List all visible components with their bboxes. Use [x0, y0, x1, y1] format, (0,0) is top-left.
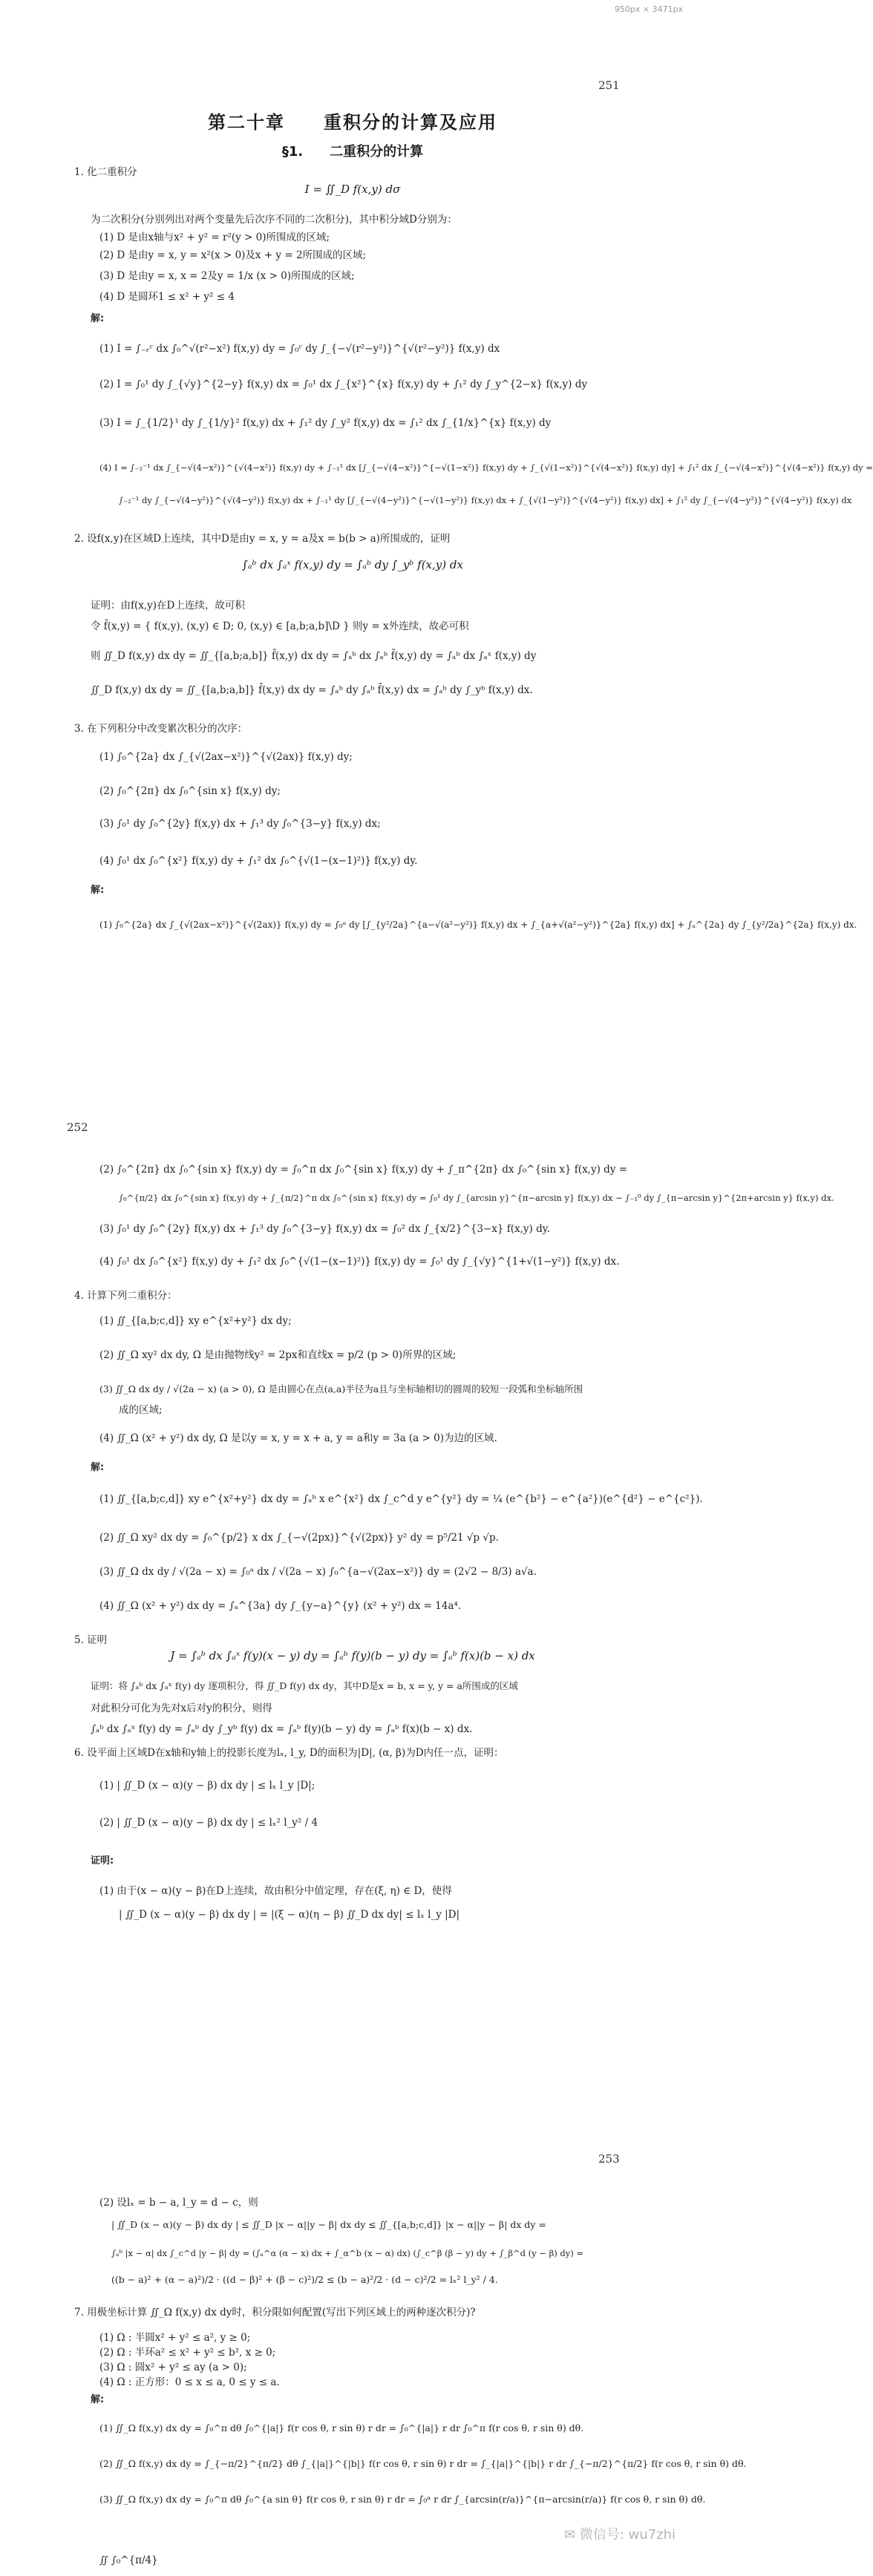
problem-3-item: (2) ∫₀^{2π} dx ∫₀^{sin x} f(x,y) dy; [99, 785, 281, 797]
problem-1-answer: (1) I = ∫₋ᵣʳ dx ∫₀^√(r²−x²) f(x,y) dy = ∫₀ʳ dy ∫_{−√(r²−y²)}^{√(r²−y²)} f(x,y) dx [99, 343, 500, 355]
problem-4-item: (4) ∬_Ω (x² + y²) dx dy, Ω 是以y = x, y = x + a, y = a和y = 3a (a > 0)为边的区域. [99, 1432, 497, 1444]
problem-3-item: (4) ∫₀¹ dx ∫₀^{x²} f(x,y) dy + ∫₁² dx ∫₀^{√(1−(x−1)²)} f(x,y) dy. [99, 855, 418, 867]
problem-5-proof: ∫ₐᵇ dx ∫ₐˣ f(y) dy = ∫ₐᵇ dy ∫_yᵇ f(y) dx = ∫ₐᵇ f(y)(b − y) dy = ∫ₐᵇ f(x)(b − x) dx. [91, 1723, 473, 1735]
problem-2-proof: 证明：由f(x,y)在D上连续，故可积 [91, 600, 245, 612]
problem-4-answer: (4) ∬_Ω (x² + y²) dx dy = ∫ₐ^{3a} dy ∫_{y−a}^{y} (x² + y²) dx = 14a⁴. [99, 1600, 462, 1612]
problem-6-proof: | ∬_D (x − α)(y − β) dx dy | = |(ξ − α)(η − β) ∬_D dx dy| ≤ lₓ l_y |D| [119, 1909, 460, 1921]
problem-1-equation: I = ∬_D f(x,y) dσ [304, 183, 401, 196]
problem-3-answer: (1) ∫₀^{2a} dx ∫_{√(2ax−x²)}^{√(2ax)} f(x,y) dy = ∫₀ᵃ dy [∫_{y²/2a}^{a−√(a²−y²)} f(x,y) dx + ∫_{a+√(a²−y²)}^{2a} f(x,y) dx] + ∫ₐ^{2a} dy ∫_{y²/2a}^{2a} f(x,y) dx. [99, 920, 857, 930]
problem-6-proof: ((b − a)² + (α − a)²)/2 · ((d − β)² + (β − c)²)/2 ≤ (b − a)²/2 · (d − c)²/2 = lₓ² l_y² / 4. [111, 2274, 498, 2285]
chapter-heading [0, 108, 705, 160]
problem-2-proof: 则 ∬_D f(x,y) dx dy = ∬_{[a,b;a,b]} f̄(x,y) dx dy = ∫ₐᵇ dx ∫ₐᵇ f̄(x,y) dy = ∫ₐᵇ dx ∫ₐˣ f(x,y) dy [91, 650, 537, 662]
problem-4-head: 4. 计算下列二重积分： [74, 1290, 177, 1302]
watermark-wechat [564, 2524, 676, 2543]
solve-label: 解: [91, 313, 105, 324]
problem-5-proof: 对此积分可化为先对x后对y的积分，则得 [91, 1702, 272, 1714]
page-number-253: 253 [598, 2152, 620, 2166]
chapter-title: 第二十章 重积分的计算及应用 [208, 112, 497, 133]
problem-7-item: (4) Ω : 正方形：0 ≤ x ≤ a, 0 ≤ y ≤ a. [99, 2376, 280, 2388]
problem-4-answer: (2) ∬_Ω xy² dx dy = ∫₀^{p/2} x dx ∫_{−√(2px)}^{√(2px)} y² dy = p⁵/21 √p √p. [99, 1532, 499, 1544]
solve-label: 解: [91, 1462, 105, 1473]
wechat-icon: ✉ [563, 2527, 576, 2543]
problem-3-answer: ∫₀^{π/2} dx ∫₀^{sin x} f(x,y) dy + ∫_{π/2}^π dx ∫₀^{sin x} f(x,y) dy = ∫₀¹ dy ∫_{arcsin y}^{π−arcsin y} f(x,y) dx − ∫₋₁⁰ dy ∫_{π−arcsin y}^{2π+arcsin y} f(x,y) dx. [119, 1193, 834, 1203]
solve-label: 解: [91, 2394, 105, 2405]
problem-4-item: (2) ∬_Ω xy² dx dy, Ω 是由抛物线y² = 2px和直线x = p/2 (p > 0)所界的区域; [99, 1349, 457, 1361]
page-number-251: 251 [598, 79, 620, 92]
problem-7-item: (1) Ω : 半圆x² + y² ≤ a², y ≥ 0; [99, 2332, 251, 2344]
problem-6-proof: | ∬_D (x − α)(y − β) dx dy | ≤ ∬_D |x − α||y − β| dx dy ≤ ∬_{[a,b;c,d]} |x − α||y − β| dx dy = [111, 2219, 546, 2230]
problem-6-head: 6. 设平面上区域D在x轴和y轴上的投影长度为lₓ, l_y, D的面积为|D|, (α, β)为D内任一点，证明： [74, 1747, 504, 1759]
problem-6-item: (2) | ∬_D (x − α)(y − β) dx dy | ≤ lₓ² l_y² / 4 [99, 1817, 318, 1829]
problem-4-item: (1) ∬_{[a,b;c,d]} xy e^{x²+y²} dx dy; [99, 1315, 292, 1327]
problem-4-answer: (1) ∬_{[a,b;c,d]} xy e^{x²+y²} dx dy = ∫ₐᵇ x e^{x²} dx ∫_c^d y e^{y²} dy = ¼ (e^{b²} − e^{a²})(e^{d²} − e^{c²}). [99, 1493, 703, 1505]
problem-1-item: (3) D 是由y = x, x = 2及y = 1/x (x > 0)所围成的区域; [99, 270, 355, 282]
problem-2-proof: ∬_D f(x,y) dx dy = ∬_{[a,b;a,b]} f̄(x,y) dx dy = ∫ₐᵇ dy ∫ₐᵇ f̄(x,y) dx = ∫ₐᵇ dy ∫_yᵇ f(x,y) dx. [91, 684, 533, 696]
problem-1-desc: 为二次积分(分别列出对两个变量先后次序不同的二次积分)，其中积分域D分别为： [91, 214, 457, 226]
problem-7-answer: (3) ∬_Ω f(x,y) dx dy = ∫₀^π dθ ∫₀^{a sin θ} f(r cos θ, r sin θ) r dr = ∫₀ᵃ r dr ∫_{arcsin(r/a)}^{π−arcsin(r/a)} f(r cos θ, r sin θ) dθ. [99, 2494, 706, 2505]
problem-6-proof: (1) 由于(x − α)(y − β)在D上连续，故由积分中值定理，存在(ξ, η) ∈ D，使得 [99, 1885, 452, 1897]
proof-label: 证明: [91, 1855, 114, 1867]
problem-4-item: (3) ∬_Ω dx dy / √(2a − x) (a > 0), Ω 是由圆心在点(a,a)半径为a且与坐标轴相切的圆周的较短一段弧和坐标轴所围 [99, 1383, 583, 1394]
problem-2-proof: 令 f̄(x,y) = { f(x,y), (x,y) ∈ D; 0, (x,y) ∈ [a,b;a,b]\D } 则y = x外连续，故必可积 [91, 620, 469, 632]
problem-5-head: 5. 证明 [74, 1634, 108, 1646]
problem-7-answer: (2) ∬_Ω f(x,y) dx dy = ∫_{−π/2}^{π/2} dθ ∫_{|a|}^{|b|} f(r cos θ, r sin θ) r dr = ∫_{|a|}^{|b|} r dr ∫_{−π/2}^{π/2} f(r cos θ, r sin θ) dθ. [99, 2458, 747, 2469]
problem-1-item: (1) D 是由x轴与x² + y² = r²(y > 0)所围成的区域; [99, 232, 330, 243]
problem-7-head: 7. 用极坐标计算 ∬_Ω f(x,y) dx dy时，积分限如何配置(写出下列区域上的两种逐次积分)? [74, 2307, 476, 2318]
problem-1-answer: (2) I = ∫₀¹ dy ∫_{√y}^{2−y} f(x,y) dx = ∫₀¹ dx ∫_{x²}^{x} f(x,y) dy + ∫₁² dy ∫_y^{2−x} f(x,y) dy [99, 378, 587, 390]
problem-4-answer: (3) ∬_Ω dx dy / √(2a − x) = ∫₀ᵃ dx / √(2a − x) ∫₀^{a−√(2ax−x²)} dy = (2√2 − 8/3) a√a. [99, 1566, 537, 1578]
problem-5-proof: 证明：将 ∫ₐᵇ dx ∫ₐˣ f(y) dy 逐项积分，得 ∬_D f(y) dx dy，其中D是x = b, x = y, y = a所围成的区域 [91, 1680, 518, 1691]
watermark-text: 微信号: wu7zhi [579, 2527, 676, 2543]
problem-7-item: (3) Ω : 圆x² + y² ≤ ay (a > 0); [99, 2362, 247, 2373]
problem-1-answer: (4) I = ∫₋₂⁻¹ dx ∫_{−√(4−x²)}^{√(4−x²)} f(x,y) dy + ∫₋₁¹ dx [∫_{−√(4−x²)}^{−√(1−x²)} f(x,y) dy + ∫_{√(1−x²)}^{√(4−x²)} f(x,y) dy] + ∫₁² dx ∫_{−√(4−x²)}^{√(4−x²)} f(x,y) dy = [99, 462, 873, 473]
problem-3-head: 3. 在下列积分中改变累次积分的次序： [74, 723, 248, 735]
problem-7-answer: (1) ∬_Ω f(x,y) dx dy = ∫₀^π dθ ∫₀^{|a|} f(r cos θ, r sin θ) r dr = ∫₀^{|a|} r dr ∫₀^π f(r cos θ, r sin θ) dθ. [99, 2422, 584, 2434]
image-size-note: 950px × 3471px [614, 4, 683, 14]
problem-3-answer: (4) ∫₀¹ dx ∫₀^{x²} f(x,y) dy + ∫₁² dx ∫₀^{√(1−(x−1)²)} f(x,y) dy = ∫₀¹ dy ∫_{√y}^{1+√(1−y²)} f(x,y) dx. [99, 1256, 620, 1268]
problem-3-answer: (3) ∫₀¹ dy ∫₀^{2y} f(x,y) dx + ∫₁³ dy ∫₀^{3−y} f(x,y) dx = ∫₀² dx ∫_{x/2}^{3−x} f(x,y) dy. [99, 1223, 550, 1235]
problem-4-item: 成的区域; [119, 1404, 163, 1416]
problem-2-head: 2. 设f(x,y)在区域D上连续，其中D是由y = x, y = a及x = b(b > a)所围成的，证明 [74, 533, 451, 545]
problem-6-item: (1) | ∬_D (x − α)(y − β) dx dy | ≤ lₓ l_y |D|; [99, 1780, 315, 1792]
problem-3-answer: (2) ∫₀^{2π} dx ∫₀^{sin x} f(x,y) dy = ∫₀^π dx ∫₀^{sin x} f(x,y) dy + ∫_π^{2π} dx ∫₀^{sin x} f(x,y) dy = [99, 1164, 628, 1176]
problem-3-item: (1) ∫₀^{2a} dx ∫_{√(2ax−x²)}^{√(2ax)} f(x,y) dy; [99, 751, 353, 763]
problem-2-equation: ∫ₐᵇ dx ∫ₐˣ f(x,y) dy = ∫ₐᵇ dy ∫_yᵇ f(x,y) dx [242, 558, 463, 571]
problem-1-answer: (3) I = ∫_{1/2}¹ dy ∫_{1/y}² f(x,y) dx + ∫₁² dy ∫_y² f(x,y) dx = ∫₁² dx ∫_{1/x}^{x} f(x,y) dy [99, 417, 552, 429]
section-title: §1. 二重积分的计算 [281, 144, 424, 160]
problem-1-item: (2) D 是由y = x, y = x²(x > 0)及x + y = 2所围成的区域; [99, 249, 367, 261]
problem-5-equation: J = ∫ₐᵇ dx ∫ₐˣ f(y)(x − y) dy = ∫ₐᵇ f(y)(b − y) dy = ∫ₐᵇ f(x)(b − x) dx [170, 1649, 535, 1662]
solve-label: 解: [91, 885, 105, 896]
problem-7-item: (2) Ω : 半环a² ≤ x² + y² ≤ b², x ≥ 0; [99, 2347, 276, 2359]
problem-1-answer-continued: ∫₋₂⁻¹ dy ∫_{−√(4−y²)}^{√(4−y²)} f(x,y) dx + ∫₋₁¹ dy [∫_{−√(4−y²)}^{−√(1−y²)} f(x,y) dx + ∫_{√(1−y²)}^{√(4−y²)} f(x,y) dx] + ∫₁² dy ∫_{−√(4−y²)}^{√(4−y²)} f(x,y) dx [119, 495, 852, 505]
problem-6-proof: ∫ₐᵇ |x − α| dx ∫_c^d |y − β| dy = (∫ₐ^α (α − x) dx + ∫_α^b (x − α) dx) (∫_c^β (β − y) dy + ∫_β^d (y − β) dy) = [111, 2248, 584, 2258]
page-number-252: 252 [67, 1121, 88, 1134]
problem-1-item: (4) D 是圆环1 ≤ x² + y² ≤ 4 [99, 291, 235, 303]
problem-7-answer-partial: ∬ ∫₀^{π/4} [99, 2554, 158, 2566]
problem-6-proof: (2) 设lₓ = b − a, l_y = d − c，则 [99, 2197, 258, 2209]
problem-1-head: 1. 化二重积分 [74, 166, 137, 178]
problem-3-item: (3) ∫₀¹ dy ∫₀^{2y} f(x,y) dx + ∫₁³ dy ∫₀^{3−y} f(x,y) dx; [99, 818, 381, 830]
